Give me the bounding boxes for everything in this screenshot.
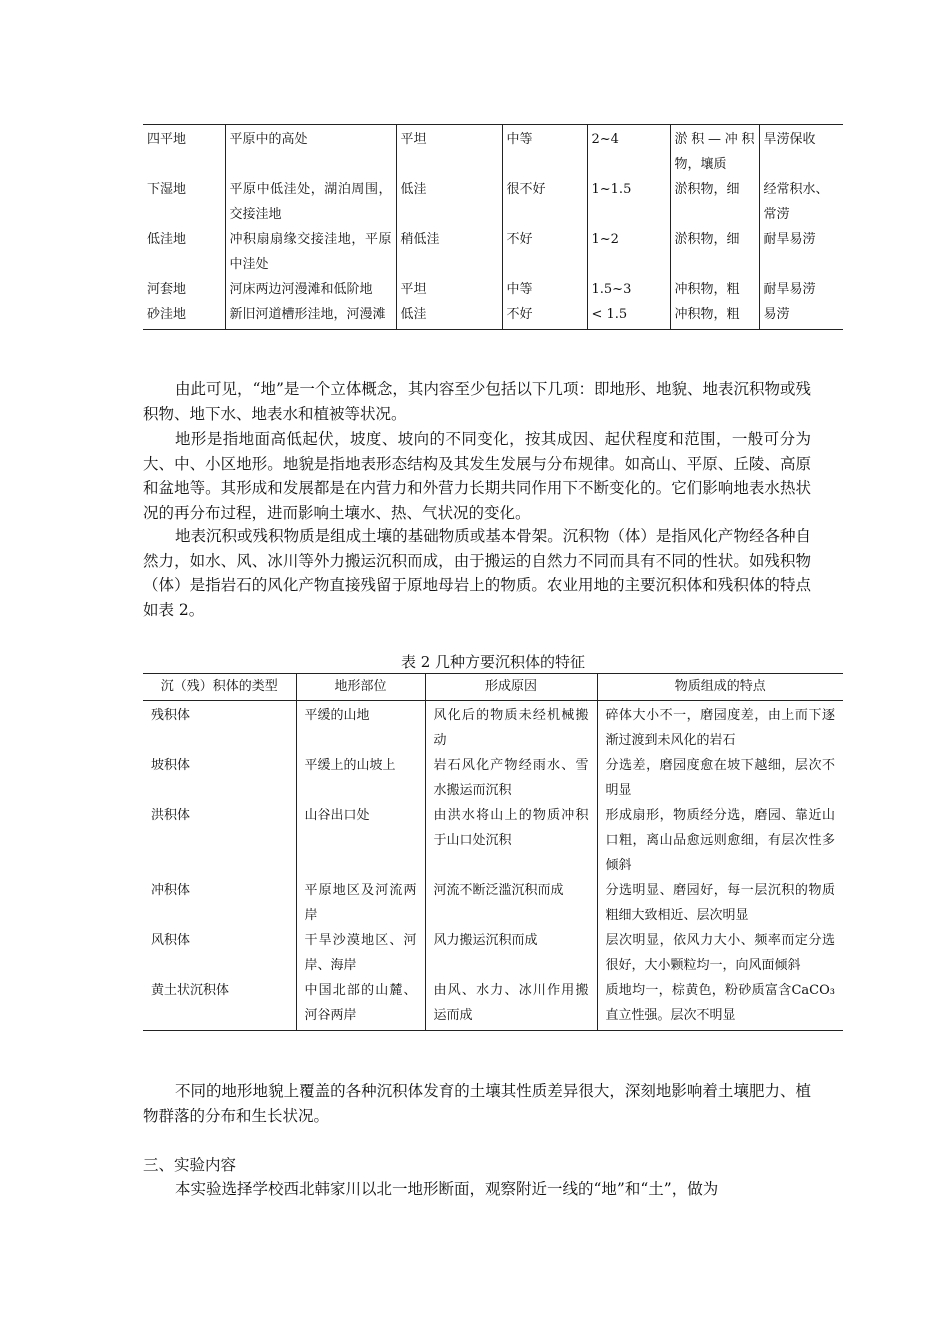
table-cell: 1~1.5 bbox=[587, 177, 670, 227]
table-row bbox=[143, 928, 843, 978]
table-cell: 稍低洼 bbox=[396, 227, 502, 277]
table-cell: 中国北部的山麓、河谷两岸 bbox=[296, 978, 425, 1031]
table-cell: 低洼 bbox=[396, 177, 502, 227]
table-cell: 低洼 bbox=[396, 302, 502, 330]
paragraph-conclusion: 不同的地形地貌上覆盖的各种沉积体发育的土壤其性质差异很大，深刻地影响着土壤肥力、植物群落的分布和生长状况。 bbox=[143, 1082, 811, 1125]
table-cell: 平坦 bbox=[396, 125, 502, 178]
table-cell: 分选差，磨园度愈在坡下越细，层次不明显 bbox=[605, 758, 835, 798]
table-cell: 中等 bbox=[502, 125, 587, 178]
table-cell: 风力搬运沉积而成 bbox=[425, 928, 597, 978]
table-cell: 由洪水将山上的物质冲积于山口处沉积 bbox=[425, 803, 597, 878]
table-cell: 四平地 bbox=[143, 125, 225, 178]
table-cell: 质地均一，棕黄色，粉砂质富含CaCO₃直立性强。层次不明显 bbox=[605, 983, 835, 1023]
table-cell: 淤积—冲积物，壤质 bbox=[670, 125, 759, 178]
table-cell: 中等 bbox=[502, 277, 587, 302]
table-cell: 旱涝保收 bbox=[763, 132, 816, 147]
table-header-row bbox=[143, 674, 843, 701]
table-cell: 淤积物，细 bbox=[670, 177, 759, 227]
table-cell: 冲积物，粗 bbox=[670, 277, 759, 302]
paragraph-landform: 地形是指地面高低起伏，坡度、坡向的不同变化，按其成因、起伏程度和范围，一般可分为大、中、小区地形。地貌是指地表形态结构及其发生发展与分布规律。如高山、平原、丘陵、高原和盆地等。其形成和发展都是在内营力和外营力长期共同作用下不断变化的。它们影响地表水热状况的再分布过程，进而影响土壤水、热、气状况的变化。 bbox=[143, 430, 811, 522]
table-cell: 由风、水力、冰川作用搬运而成 bbox=[425, 978, 597, 1031]
section-heading: 三、实验内容 bbox=[143, 1156, 237, 1174]
column-header: 物质组成的特点 bbox=[597, 674, 843, 701]
table-row bbox=[143, 302, 843, 330]
table-cell: 岩石风化产物经雨水、雪水搬运而沉积 bbox=[425, 753, 597, 803]
table-cell: 不好 bbox=[502, 227, 587, 277]
table-cell: < 1.5 bbox=[587, 302, 670, 330]
table-cell: 下湿地 bbox=[143, 177, 225, 227]
table-cell: 耐旱易涝 bbox=[763, 282, 816, 297]
table-cell: 冲积物，粗 bbox=[670, 302, 759, 330]
table-row bbox=[143, 227, 843, 277]
table-cell: 残积体 bbox=[143, 701, 296, 754]
table-cell: 1.5~3 bbox=[587, 277, 670, 302]
table-cell: 经常积水、常涝 bbox=[763, 182, 829, 222]
table-cell: 低洼地 bbox=[143, 227, 225, 277]
table-row bbox=[143, 753, 843, 803]
table-cell: 河床两边河漫滩和低阶地 bbox=[225, 277, 396, 302]
table-cell: 干旱沙漠地区、河岸、海岸 bbox=[296, 928, 425, 978]
deposit-table bbox=[143, 673, 843, 1031]
table-cell: 风化后的物质未经机械搬动 bbox=[425, 701, 597, 754]
table-row bbox=[143, 878, 843, 928]
table-cell: 平原地区及河流两岸 bbox=[296, 878, 425, 928]
table-cell: 分选明显、磨园好，每一层沉积的物质粗细大致相近、层次明显 bbox=[605, 883, 835, 923]
table-row bbox=[143, 978, 843, 1031]
table-cell: 2~4 bbox=[587, 125, 670, 178]
table-cell: 河套地 bbox=[143, 277, 225, 302]
column-header: 形成原因 bbox=[425, 674, 597, 701]
column-header: 地形部位 bbox=[296, 674, 425, 701]
table-cell: 淤积物，细 bbox=[670, 227, 759, 277]
table-cell: 平坦 bbox=[396, 277, 502, 302]
table-cell: 平原中低洼处，湖泊周围，交接洼地 bbox=[225, 177, 396, 227]
table-cell: 不好 bbox=[502, 302, 587, 330]
table-cell: 1~2 bbox=[587, 227, 670, 277]
table-cell: 平缓的山地 bbox=[296, 701, 425, 754]
table-cell: 洪积体 bbox=[143, 803, 296, 878]
landform-table bbox=[143, 124, 843, 330]
table-caption: 表 2 几种方要沉积体的特征 bbox=[400, 653, 586, 671]
paragraph-experiment: 本实验选择学校西北韩家川以北一地形断面，观察附近一线的“地”和“土”，做为 bbox=[175, 1180, 719, 1198]
table-cell: 碎体大小不一，磨园度差，由上而下逐渐过渡到未风化的岩石 bbox=[605, 708, 835, 748]
paragraph-intro: 由此可见，“地”是一个立体概念，其内容至少包括以下几项：即地形、地貌、地表沉积物或残积物、地下水、地表水和植被等状况。 bbox=[143, 380, 811, 423]
table-cell: 砂洼地 bbox=[143, 302, 225, 330]
table-cell: 黄土状沉积体 bbox=[143, 978, 296, 1031]
table-cell: 层次明显，依风力大小、频率而定分选很好，大小颗粒均一，向风面倾斜 bbox=[605, 933, 835, 973]
table-row bbox=[143, 277, 843, 302]
table-cell: 山谷出口处 bbox=[296, 803, 425, 878]
table-cell: 冲积体 bbox=[143, 878, 296, 928]
table-cell: 耐旱易涝 bbox=[763, 232, 816, 247]
table-row bbox=[143, 125, 843, 178]
table-cell: 平原中的高处 bbox=[225, 125, 396, 178]
table-row bbox=[143, 701, 843, 754]
paragraph-deposits: 地表沉积或残积物质是组成土壤的基础物质或基本骨架。沉积物（体）是指风化产物经各种自然力，如水、风、冰川等外力搬运沉积而成，由于搬运的自然力不同而具有不同的性状。如残积物（体）是指岩石的风化产物直接残留于原地母岩上的物质。农业用地的主要沉积体和残积体的特点如表 2。 bbox=[143, 527, 811, 619]
table-cell: 冲积扇扇缘交接洼地，平原中洼处 bbox=[225, 227, 396, 277]
table-cell: 风积体 bbox=[143, 928, 296, 978]
table-cell: 很不好 bbox=[502, 177, 587, 227]
table-cell: 易涝 bbox=[763, 307, 790, 322]
table-cell: 新旧河道槽形洼地，河漫滩 bbox=[225, 302, 396, 330]
column-header: 沉（残）积体的类型 bbox=[143, 674, 296, 701]
table-cell: 平缓上的山坡上 bbox=[296, 753, 425, 803]
table-row bbox=[143, 177, 843, 227]
table-cell: 坡积体 bbox=[143, 753, 296, 803]
table-cell: 形成扇形，物质经分选，磨园、靠近山口粗，离山品愈远则愈细，有层次性多倾斜 bbox=[605, 808, 835, 873]
table-row bbox=[143, 803, 843, 878]
table-cell: 河流不断泛滥沉积而成 bbox=[425, 878, 597, 928]
